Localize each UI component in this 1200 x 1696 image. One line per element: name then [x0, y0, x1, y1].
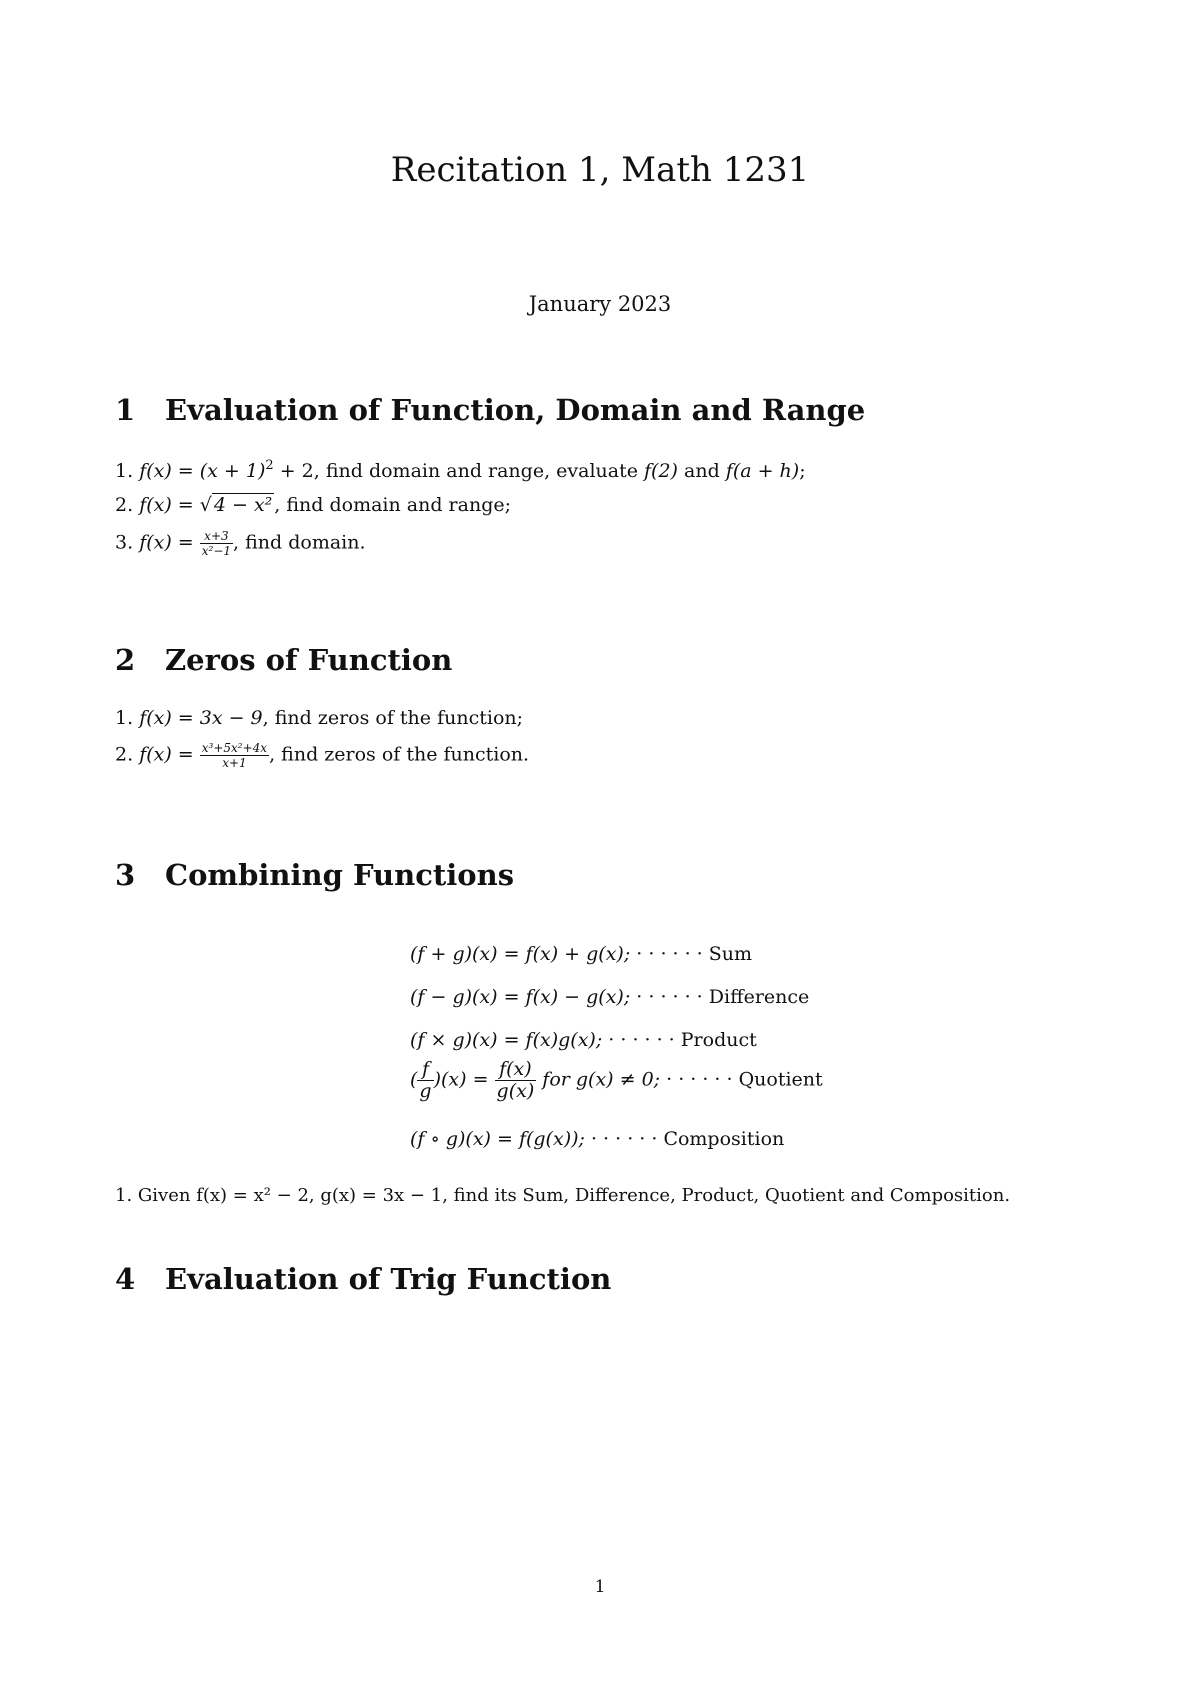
- item-number: 2.: [115, 743, 134, 766]
- section-2-heading: [115, 643, 452, 677]
- equation-lhs: (f − g)(x) = f(x) − g(x);: [410, 986, 631, 1008]
- section-1-item-1: [115, 458, 806, 482]
- denominator: g: [419, 1080, 432, 1102]
- section-number: 4: [115, 1262, 136, 1296]
- function-expression: f(x) = √: [139, 494, 212, 516]
- item-text: ;: [799, 460, 806, 482]
- expression: f(2): [644, 460, 678, 482]
- item-number: 1.: [115, 460, 134, 482]
- section-number: 3: [115, 858, 136, 892]
- section-title: Combining Functions: [165, 858, 515, 892]
- equation-name: Quotient: [738, 1068, 823, 1091]
- denominator: x²−1: [201, 544, 232, 558]
- fraction-quotient: [495, 1060, 537, 1101]
- item-text: Given f(x) = x² − 2, g(x) = 3x − 1, find its Sum, Difference, Product, Quotient and Composition.: [137, 1185, 1011, 1206]
- condition: for g(x) ≠ 0;: [536, 1068, 661, 1091]
- item-text: and: [677, 460, 726, 482]
- item-number: 1.: [115, 707, 134, 729]
- item-text: , find domain and range;: [274, 494, 512, 516]
- equation-name: Composition: [663, 1128, 785, 1150]
- paren: (: [410, 1068, 418, 1091]
- denominator: g(x): [496, 1080, 535, 1102]
- section-3-heading: [115, 858, 514, 892]
- section-4-heading: [115, 1262, 611, 1296]
- item-number: 3.: [115, 531, 134, 554]
- equation-lhs: (f ∘ g)(x) = f(g(x));: [410, 1128, 585, 1150]
- fraction: [200, 530, 233, 557]
- function-expression: f(x) = (x + 1): [139, 460, 266, 482]
- fraction-f-over-g: [417, 1060, 433, 1101]
- dots: · · · · · ·: [630, 986, 709, 1008]
- equation-name: Product: [680, 1029, 757, 1051]
- section-3-item-1: [115, 1185, 1010, 1206]
- dots: · · · · · ·: [630, 943, 709, 965]
- item-number: 1.: [115, 1185, 133, 1206]
- section-2-item-1: [115, 707, 523, 729]
- fraction: [200, 742, 269, 769]
- equation-sum: [410, 943, 752, 965]
- function-expression: f(x) =: [139, 743, 200, 766]
- equation-quotient: [410, 1060, 823, 1101]
- expression: f(a + h): [725, 460, 800, 482]
- section-2-item-2: [115, 742, 529, 769]
- page-number: 1: [594, 1577, 606, 1597]
- numerator: x+3: [200, 530, 233, 544]
- equation-composition: [410, 1128, 784, 1150]
- exponent: 2: [265, 458, 274, 473]
- section-title: Zeros of Function: [165, 643, 453, 677]
- function-expression: f(x) =: [139, 531, 200, 554]
- section-number: 2: [115, 643, 136, 677]
- radicand: 4 − x²: [213, 494, 273, 516]
- section-1-item-3: [115, 530, 366, 557]
- function-expression: f(x) = 3x − 9: [139, 707, 263, 729]
- item-text: + 2, find domain and range, evaluate: [273, 460, 645, 482]
- item-text: , find zeros of the function.: [269, 743, 530, 766]
- item-number: 2.: [115, 494, 134, 516]
- section-title: Evaluation of Function, Domain and Range: [165, 393, 866, 427]
- section-1-heading: [115, 393, 865, 427]
- dots: · · · · · ·: [584, 1128, 664, 1150]
- equation-name: Sum: [708, 943, 753, 965]
- numerator: x³+5x²+4x: [201, 741, 268, 755]
- numerator: f: [417, 1060, 433, 1081]
- item-text: , find domain.: [233, 531, 366, 554]
- dots: · · · · · ·: [660, 1068, 739, 1091]
- equation-lhs: (f + g)(x) = f(x) + g(x);: [410, 943, 631, 965]
- page-title: Recitation 1, Math 1231: [390, 150, 810, 190]
- document-date: January 2023: [528, 292, 672, 316]
- equation-lhs: )(x) =: [433, 1068, 495, 1091]
- equation-product: [410, 1029, 757, 1051]
- equation-lhs: (f × g)(x) = f(x)g(x);: [410, 1029, 603, 1051]
- equation-name: Difference: [708, 986, 810, 1008]
- section-number: 1: [115, 393, 136, 427]
- dots: · · · · · ·: [602, 1029, 681, 1051]
- item-text: , find zeros of the function;: [262, 707, 524, 729]
- numerator: f(x): [495, 1060, 537, 1081]
- equation-difference: [410, 986, 809, 1008]
- section-title: Evaluation of Trig Function: [165, 1262, 612, 1296]
- section-1-item-2: [115, 494, 511, 516]
- denominator: x+1: [222, 756, 247, 770]
